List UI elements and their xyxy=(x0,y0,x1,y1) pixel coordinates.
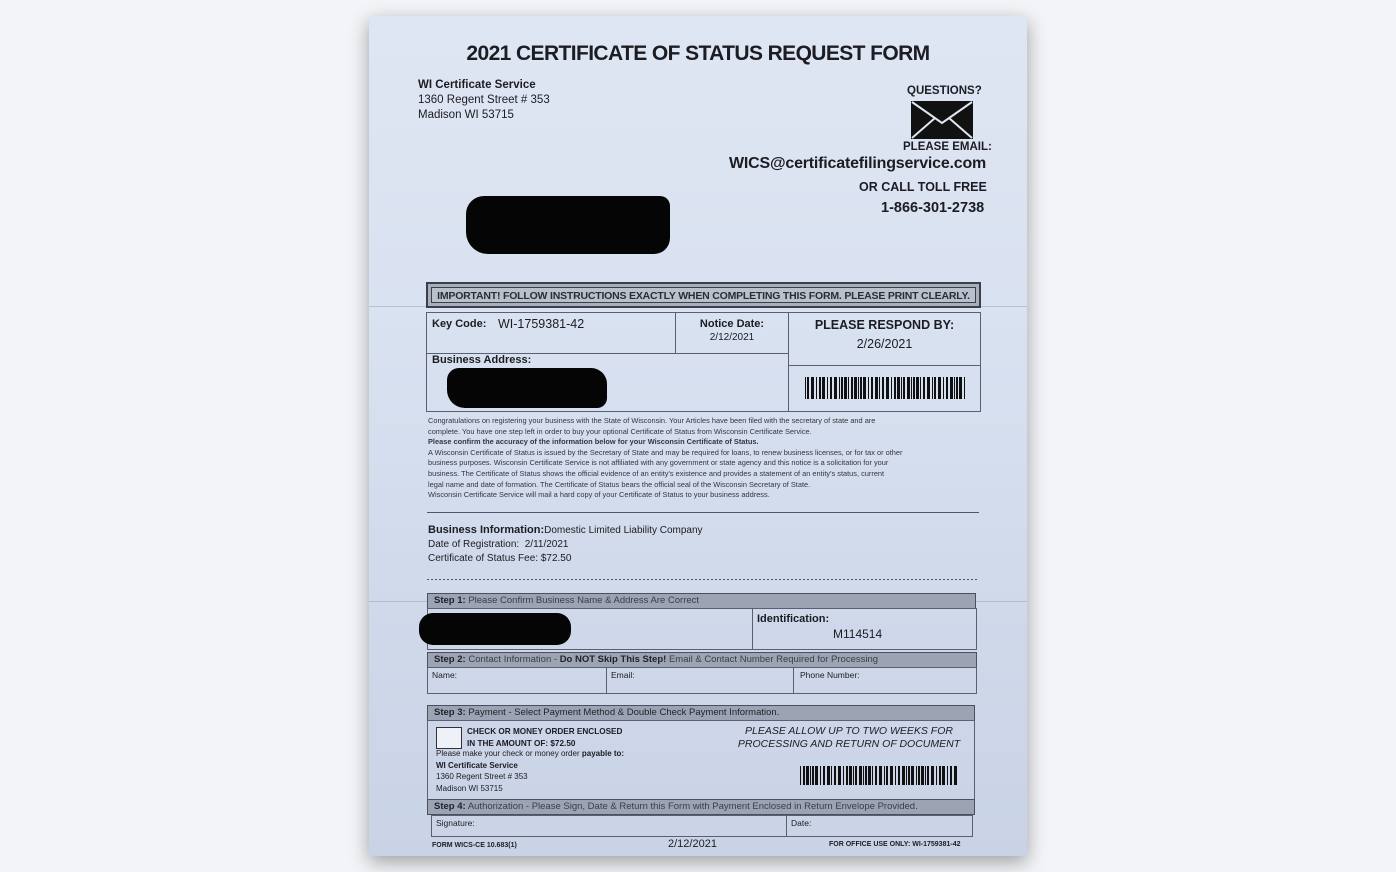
body-line: business. The Certificate of Status shows the official evidence of an entity's existence and provides a statement of an entity's status, current xyxy=(428,468,885,478)
body-line: Wisconsin Certificate Service will mail a hard copy of your Certificate of Status to your business address. xyxy=(428,490,770,500)
step3-prefix: Step 3: xyxy=(434,707,466,718)
sender-address xyxy=(418,78,550,123)
notice-date-value: 2/12/2021 xyxy=(709,332,755,343)
processing-notice xyxy=(719,725,979,750)
signature-label: Signature: xyxy=(436,818,475,828)
body-line: A Wisconsin Certificate of Status is issued by the Secretary of State and may be required for loans, to renew business licenses, or for tax or other xyxy=(428,447,903,457)
envelope-icon xyxy=(911,101,973,139)
registration-date: 2/11/2021 xyxy=(524,539,569,550)
section-divider xyxy=(427,512,979,513)
step3-bar xyxy=(427,705,975,721)
key-code-value: WI-1759381-42 xyxy=(498,317,585,331)
payable-city: Madison WI 53715 xyxy=(436,783,503,793)
email-label: Email: xyxy=(611,670,635,680)
allow-line: PROCESSING AND RETURN OF DOCUMENT xyxy=(737,737,961,750)
respond-box-divider xyxy=(789,365,980,366)
questions-label: QUESTIONS? xyxy=(907,85,982,97)
body-line: complete. You have one step left in order to buy your optional Certificate of Status from Wisconsin Certificate Service. xyxy=(428,426,812,436)
step1-text: Please Confirm Business Name & Address Are Correct xyxy=(468,595,700,606)
step2-text: Contact Information - xyxy=(468,654,558,665)
key-code-label: Key Code: xyxy=(432,318,487,330)
redacted-business-name xyxy=(419,613,571,645)
sender-name: WI Certificate Service xyxy=(418,79,536,91)
sender-street: 1360 Regent Street # 353 xyxy=(418,94,550,106)
step4-prefix: Step 4: xyxy=(434,801,466,812)
business-info-label: Business Information: xyxy=(428,524,545,536)
step1-prefix: Step 1: xyxy=(434,595,466,606)
fee-value: $72.50 xyxy=(540,553,572,564)
dashed-divider xyxy=(427,579,979,580)
contact-phone: 1-866-301-2738 xyxy=(881,200,985,216)
check-payment-checkbox[interactable] xyxy=(436,727,462,749)
respond-by-label: PLEASE RESPOND BY: xyxy=(814,318,955,332)
respond-by-date: 2/26/2021 xyxy=(856,337,913,351)
payable-name: WI Certificate Service xyxy=(436,760,518,770)
signature-field[interactable] xyxy=(431,815,787,837)
notice-date-box xyxy=(675,312,789,354)
footer-date: 2/12/2021 xyxy=(668,838,717,850)
step4-bar xyxy=(427,799,975,815)
redacted-business-address xyxy=(447,368,607,408)
important-banner xyxy=(426,282,981,308)
barcode xyxy=(800,766,961,785)
redacted-recipient-name xyxy=(466,196,670,254)
business-information xyxy=(428,523,703,566)
office-use-label: FOR OFFICE USE ONLY: WI-1759381-42 xyxy=(829,841,961,848)
email-field[interactable] xyxy=(606,667,794,694)
business-type: Domestic Limited Liability Company xyxy=(544,525,703,536)
payable-bold: payable to: xyxy=(581,749,625,758)
please-email-label: PLEASE EMAIL: xyxy=(903,141,992,153)
body-line: Congratulations on registering your business with the State of Wisconsin. Your Articles have been filed with the secretary of state and are xyxy=(428,416,876,425)
allow-line: PLEASE ALLOW UP TO TWO WEEKS FOR xyxy=(745,725,953,737)
identification-box xyxy=(752,608,977,650)
notice-body-text xyxy=(428,416,983,501)
name-field[interactable] xyxy=(427,667,607,694)
step2-bold: Do NOT Skip This Step! xyxy=(559,654,667,665)
step2-tail: Email & Contact Number Required for Processing xyxy=(668,654,879,665)
respond-by-box xyxy=(788,312,981,412)
check-line: CHECK OR MONEY ORDER ENCLOSED xyxy=(467,727,623,736)
step2-prefix: Step 2: xyxy=(434,654,466,665)
check-option-text xyxy=(467,726,622,749)
notice-date-label: Notice Date: xyxy=(699,318,765,330)
body-line: legal name and date of formation. The Certificate of Status bears the official seal of the Wisconsin Secretary of State. xyxy=(428,479,811,489)
identification-value: M114514 xyxy=(833,627,883,641)
date-field[interactable] xyxy=(786,815,973,837)
body-line: Please confirm the accuracy of the information below for your Wisconsin Certificate of Status. xyxy=(428,437,759,447)
fee-label: Certificate of Status Fee: xyxy=(428,553,539,564)
sender-city: Madison WI 53715 xyxy=(418,109,514,121)
step1-bar xyxy=(427,593,976,609)
business-address-label: Business Address: xyxy=(432,354,532,366)
payable-prefix: Please make your check or money order xyxy=(436,749,580,758)
barcode xyxy=(805,377,968,399)
call-toll-free-label: OR CALL TOLL FREE xyxy=(859,180,987,194)
body-line: business purposes. Wisconsin Certificate Service is not affiliated with any government or state agency and this notice is a solicitation for your xyxy=(428,458,889,468)
important-banner-text: IMPORTANT! FOLLOW INSTRUCTIONS EXACTLY WHEN COMPLETING THIS FORM. PLEASE PRINT CLEARLY. xyxy=(431,287,976,303)
key-code-box xyxy=(426,312,676,354)
form-title: 2021 CERTIFICATE OF STATUS REQUEST FORM xyxy=(466,42,930,65)
payable-to-text xyxy=(436,748,624,794)
payable-street: 1360 Regent Street # 353 xyxy=(436,772,528,781)
step3-text: Payment - Select Payment Method & Double Check Payment Information. xyxy=(468,707,780,718)
check-line: IN THE AMOUNT OF: $72.50 xyxy=(467,738,576,748)
certificate-form-paper xyxy=(369,16,1027,856)
step2-bar xyxy=(427,652,977,668)
form-number: FORM WICS-CE 10.683(1) xyxy=(432,842,517,849)
date-label: Date: xyxy=(791,818,812,828)
contact-email: WICS@certificatefilingservice.com xyxy=(729,155,987,172)
phone-label: Phone Number: xyxy=(800,670,860,680)
phone-field[interactable] xyxy=(793,667,977,694)
identification-label: Identification: xyxy=(757,613,830,625)
registration-label: Date of Registration: xyxy=(428,539,520,550)
step4-text: Authorization - Please Sign, Date & Return this Form with Payment Enclosed in Return Envelope Provided. xyxy=(467,801,918,812)
name-label: Name: xyxy=(432,670,458,680)
